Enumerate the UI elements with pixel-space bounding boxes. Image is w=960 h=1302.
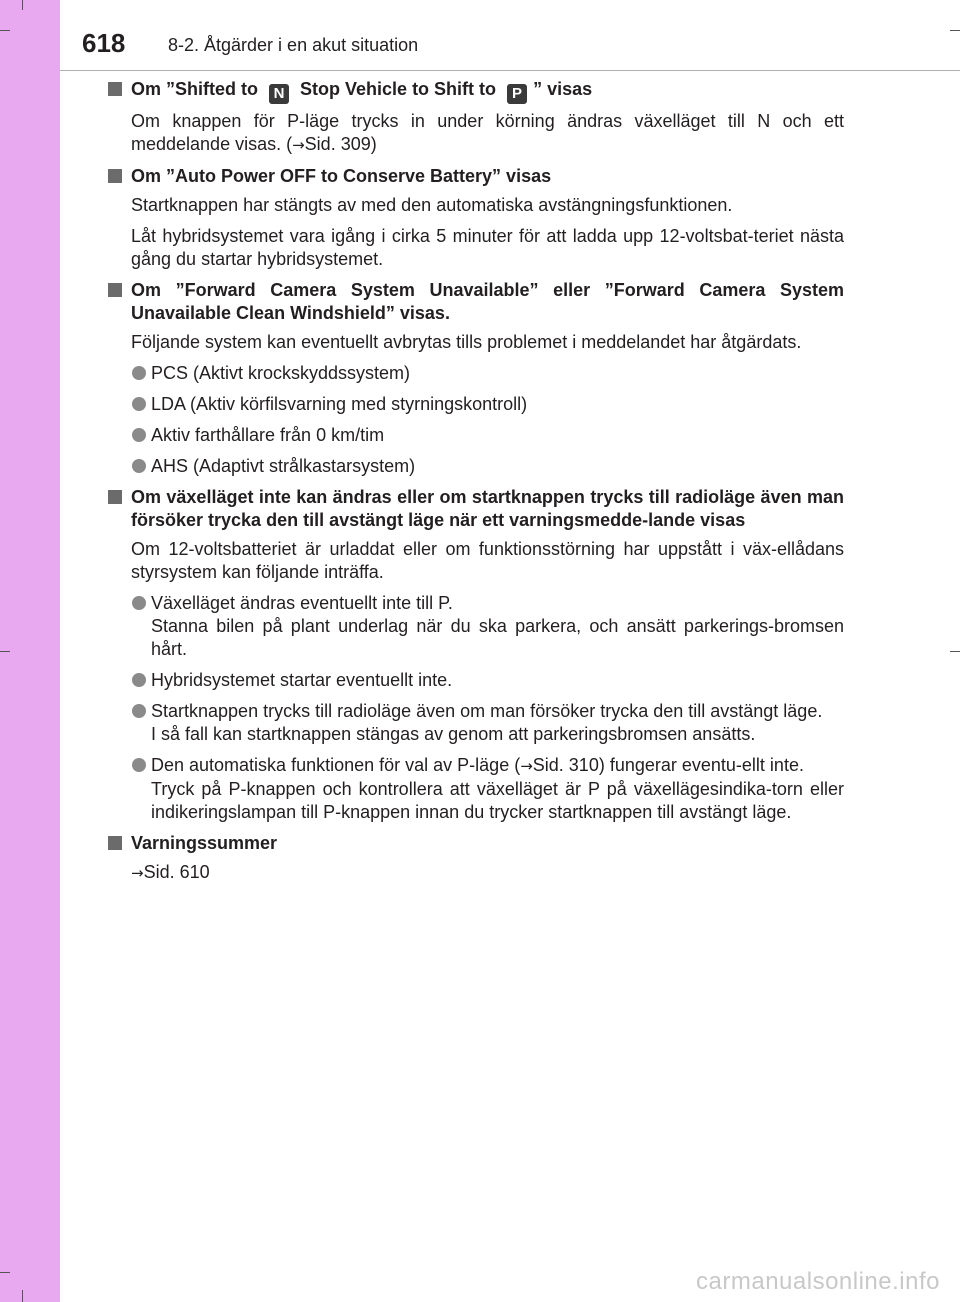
heading-text: Om ”Auto Power OFF to Conserve Battery” visas [131, 166, 552, 186]
list-item-text: LDA (Aktiv körfilsvarning med styrningskontroll) [151, 394, 528, 414]
gear-n-icon: N [269, 84, 289, 104]
list-item-text: PCS (Aktivt krockskyddssystem) [151, 363, 411, 383]
list-item-text: AHS (Adaptivt strålkastarsystem) [151, 456, 416, 476]
bullet-icon [132, 704, 146, 718]
paragraph [108, 861, 844, 885]
list-item-text: Hybridsystemet startar eventuellt inte. [151, 670, 453, 690]
paragraph: Startknappen har stängts av med den automatiska avstängningsfunktionen. [131, 195, 733, 215]
section-heading [108, 279, 844, 325]
bullet-icon [132, 758, 146, 772]
paragraph [108, 110, 844, 157]
page-reference-link[interactable]: Sid. 309 [304, 134, 371, 154]
list-item-text: Aktiv farthållare från 0 km/tim [151, 425, 385, 445]
bullet-icon [132, 459, 146, 473]
list-item [108, 424, 844, 447]
crop-mark [0, 30, 10, 31]
section-heading [108, 78, 844, 104]
heading-square-icon [108, 82, 122, 96]
list-item [108, 362, 844, 385]
paragraph: Följande system kan eventuellt avbrytas tills problemet i meddelandet har åtgärdats. [131, 332, 802, 352]
heading-text: Varningssummer [131, 833, 278, 853]
list-item-text [151, 754, 844, 778]
page-content [108, 78, 844, 885]
heading-square-icon [108, 490, 122, 504]
bullet-icon [132, 366, 146, 380]
heading-text: Om växelläget inte kan ändras eller om startknappen trycks till radioläge även man försöker trycka den till avstängt läge när ett varningsmedde-lande visas [131, 487, 844, 530]
paragraph-text: ) [370, 134, 377, 154]
heading-text-mid: Stop Vehicle to Shift to [300, 79, 497, 99]
page-number: 618 [82, 28, 126, 58]
list-item-text: I så fall kan startknappen stängas av genom att parkeringsbromsen ansätts. [151, 724, 756, 744]
section-title: 8-2. Åtgärder i en akut situation [168, 35, 419, 55]
arrow-icon: → [131, 864, 144, 882]
list-item [108, 700, 844, 746]
section-heading [108, 486, 844, 532]
heading-text-post: ” visas [533, 79, 593, 99]
text-fragment: Den automatiska funktionen för val av P-läge ( [151, 755, 521, 775]
heading-square-icon [108, 836, 122, 850]
bullet-icon [132, 428, 146, 442]
list-item-text: Startknappen trycks till radioläge även om man försöker trycka den till avstängt läge. [151, 701, 823, 721]
list-item [108, 592, 844, 661]
list-item [108, 393, 844, 416]
list-item-text: Tryck på P-knappen och kontrollera att växelläget är P på växellägesindika-torn eller indikeringslampan till P-knappen innan du trycker startknappen till avstängt läge. [151, 779, 844, 822]
bullet-icon [132, 397, 146, 411]
heading-square-icon [108, 283, 122, 297]
arrow-icon: → [292, 136, 305, 154]
list-item [108, 669, 844, 692]
page-reference-link[interactable]: Sid. 610 [143, 862, 210, 882]
section-heading [108, 832, 844, 855]
gear-p-icon: P [507, 84, 527, 104]
heading-text: Om ”Forward Camera System Unavailable” eller ”Forward Camera System Unavailable Clean Windshield” visas. [131, 280, 844, 323]
list-item-text: Stanna bilen på plant underlag när du ska parkera, och ansätt parkerings-bromsen hårt. [151, 616, 844, 659]
crop-mark [0, 651, 10, 652]
text-fragment: ) fungerar eventu-ellt inte. [598, 755, 804, 775]
watermark: carmanualsonline.info [696, 1268, 940, 1295]
crop-mark [22, 1290, 23, 1302]
crop-mark [22, 0, 23, 10]
crop-mark [0, 1272, 10, 1273]
heading-square-icon [108, 169, 122, 183]
bullet-icon [132, 596, 146, 610]
header-rule [60, 70, 960, 71]
paragraph-text: Om knappen för P-läge trycks in under körning ändras växelläget till N och ett meddelande visas. ( [131, 111, 844, 154]
list-item [108, 455, 844, 478]
paragraph: Låt hybridsystemet vara igång i cirka 5 minuter för att ladda upp 12-voltsbat-teriet nästa gång du startar hybridsystemet. [131, 226, 844, 269]
heading-text-pre: Om ”Shifted to [131, 79, 258, 99]
crop-mark [950, 651, 960, 652]
page-reference-link[interactable]: Sid. 310 [532, 755, 599, 775]
arrow-icon: → [520, 757, 533, 775]
crop-mark [950, 30, 960, 31]
paragraph: Om 12-voltsbatteriet är urladdat eller om funktionsstörning har uppstått i väx-ellådans styrsystem kan följande inträffa. [131, 539, 844, 582]
section-heading [108, 165, 844, 188]
list-item-text: Växelläget ändras eventuellt inte till P. [151, 593, 453, 613]
list-item [108, 754, 844, 824]
bullet-icon [132, 673, 146, 687]
